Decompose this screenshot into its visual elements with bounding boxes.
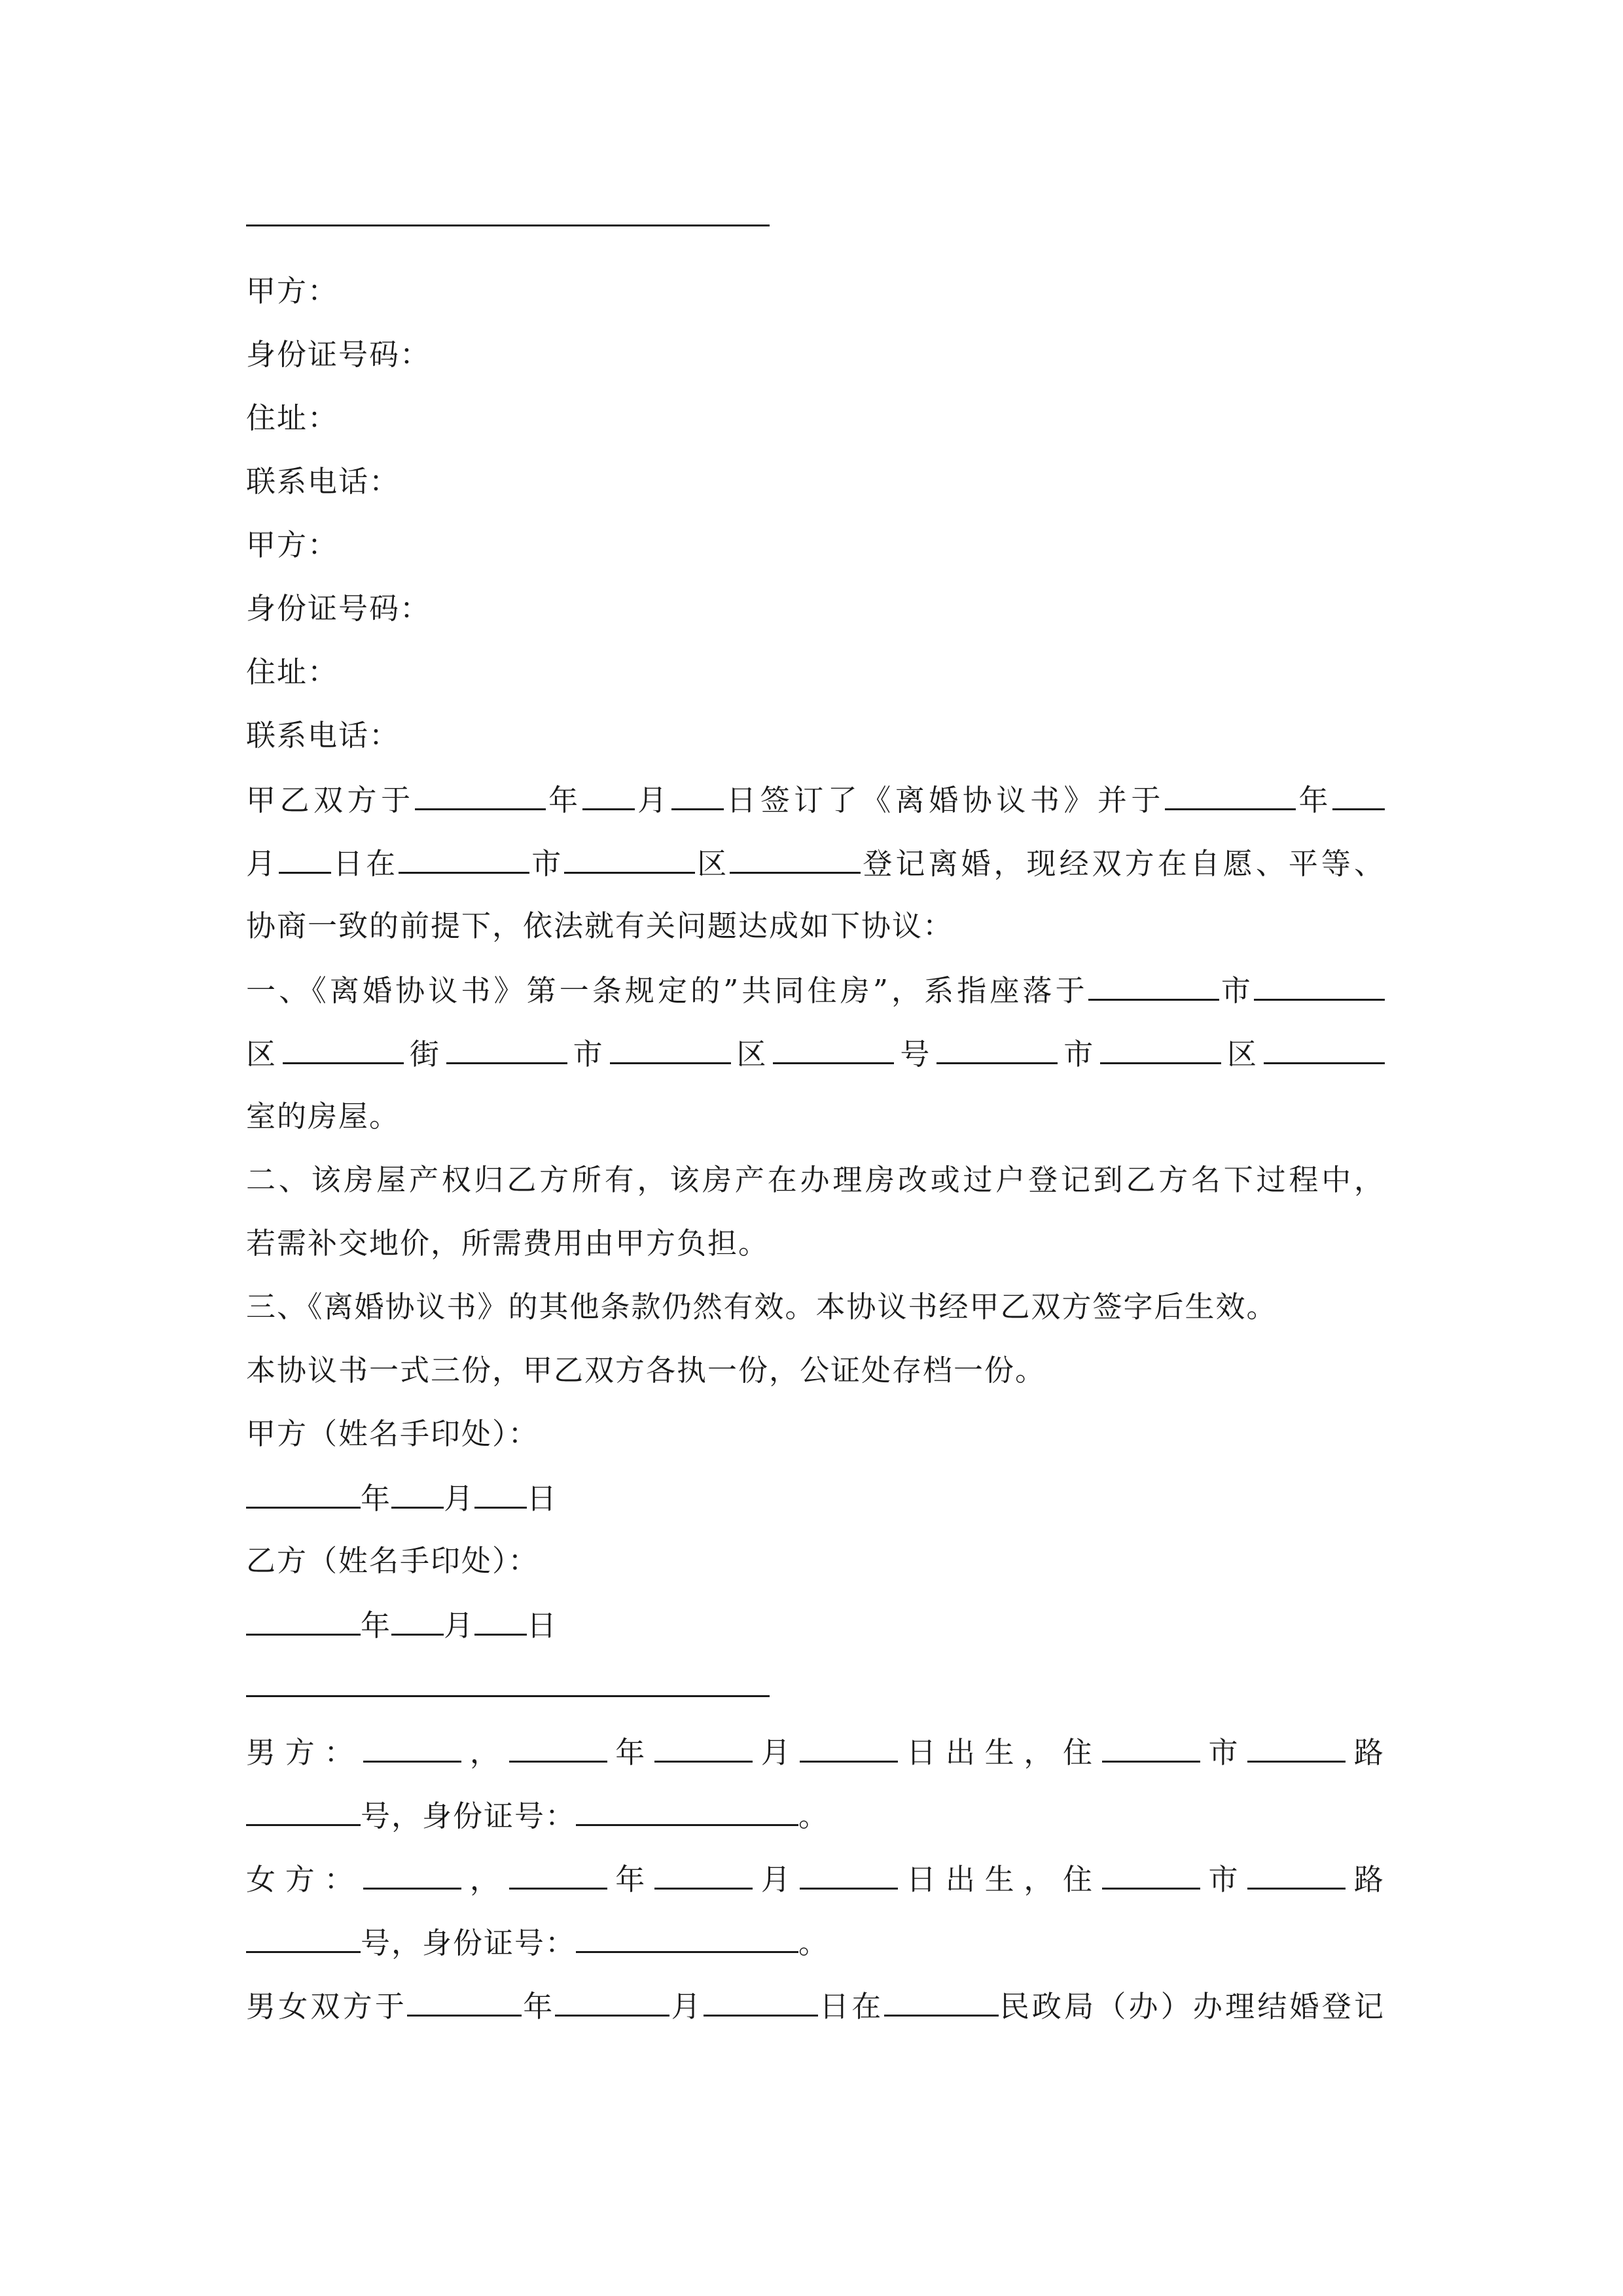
marriage-line: 男女双方于 年 月 日在 民政局（办）办理结婚登记 — [246, 1986, 1385, 2025]
blank-field[interactable] — [936, 1033, 1058, 1064]
blank-field[interactable] — [773, 1033, 894, 1064]
blank-field[interactable] — [1102, 1732, 1200, 1763]
blank-field[interactable] — [1254, 970, 1385, 1001]
blank-field[interactable] — [576, 1922, 798, 1953]
clause3: 三、《离婚协议书》的其他条款仍然有效。本协议书经甲乙双方签字后生效。 — [246, 1289, 1277, 1324]
blank-field[interactable] — [446, 1033, 567, 1064]
blank-field[interactable] — [564, 843, 695, 874]
blank-field[interactable] — [800, 1732, 898, 1763]
clause1-line-3: 室的房屋。 — [246, 1099, 401, 1134]
blank-field[interactable] — [610, 1033, 731, 1064]
blank-field[interactable] — [1165, 780, 1296, 810]
blank-field[interactable] — [1100, 1033, 1221, 1064]
clause1-line-1: 一、《离婚协议书》第一条规定的”共同住房”，系指座落于 市 — [246, 970, 1385, 1009]
blank-field[interactable] — [474, 1605, 527, 1636]
blank-field[interactable] — [246, 1922, 361, 1953]
blank-field[interactable] — [730, 843, 861, 874]
blank-field[interactable] — [1102, 1859, 1200, 1890]
blank-field[interactable] — [884, 1986, 999, 2017]
sign-a-label: 甲方（姓名手印处）： — [246, 1416, 539, 1451]
party-a-label: 甲方： — [246, 274, 339, 308]
phone-label-2: 联系电话： — [246, 718, 401, 753]
blank-field[interactable] — [279, 843, 331, 874]
blank-field[interactable] — [671, 780, 724, 810]
male-line-2: 号，身份证号： 。 — [246, 1795, 1385, 1835]
blank-field[interactable] — [654, 1859, 753, 1890]
phone-label: 联系电话： — [246, 464, 401, 499]
blank-field[interactable] — [509, 1859, 607, 1890]
clause2-line-2: 若需补交地价，所需费用由甲方负担。 — [246, 1226, 770, 1261]
blank-field[interactable] — [582, 780, 635, 810]
blank-field[interactable] — [246, 1478, 361, 1509]
blank-field[interactable] — [363, 1859, 461, 1890]
sign-b-label: 乙方（姓名手印处）： — [246, 1543, 539, 1578]
address-label: 住址： — [246, 401, 339, 435]
blank-field[interactable] — [407, 1986, 522, 2017]
blank-field[interactable] — [1332, 780, 1385, 810]
blank-field[interactable] — [509, 1732, 607, 1763]
address-label-2: 住址： — [246, 655, 339, 689]
blank-field[interactable] — [800, 1859, 898, 1890]
blank-field[interactable] — [576, 1795, 798, 1826]
intro-line-1: 甲乙双方于 年 月 日签订了《离婚协议书》并于 年 — [246, 780, 1385, 819]
blank-field[interactable] — [246, 1795, 361, 1826]
blank-field[interactable] — [474, 1478, 527, 1509]
blank-field[interactable] — [1264, 1033, 1385, 1064]
blank-field[interactable] — [391, 1478, 444, 1509]
separator-line-mid — [246, 1695, 770, 1697]
sign-b-date: 年 月 日 — [246, 1605, 1385, 1644]
blank-field[interactable] — [1088, 970, 1219, 1001]
blank-field[interactable] — [1247, 1859, 1346, 1890]
separator-line-top — [246, 224, 770, 226]
female-line-2: 号，身份证号： 。 — [246, 1922, 1385, 1962]
sign-a-date: 年 月 日 — [246, 1478, 1385, 1517]
blank-field[interactable] — [415, 780, 546, 810]
blank-field[interactable] — [391, 1605, 444, 1636]
copies-note: 本协议书一式三份，甲乙双方各执一份，公证处存档一份。 — [246, 1353, 1046, 1388]
blank-field[interactable] — [555, 1986, 669, 2017]
blank-field[interactable] — [363, 1732, 461, 1763]
blank-field[interactable] — [283, 1033, 404, 1064]
clause2-line-1: 二、该房屋产权归乙方所有，该房产在办理房改或过户登记到乙方名下过程中， — [246, 1162, 1385, 1197]
blank-field[interactable] — [399, 843, 529, 874]
intro-line-2: 月 日在 市 区 登记离婚，现经双方在自愿、平等、 — [246, 843, 1385, 882]
intro-line-3: 协商一致的前提下，依法就有关问题达成如下协议： — [246, 908, 954, 943]
blank-field[interactable] — [246, 1605, 361, 1636]
female-line-1: 女方： ， 年 月 日出生，住 市 路 — [246, 1859, 1385, 1898]
clause1-line-2: 区 街 市 区 号 市 区 — [246, 1033, 1385, 1073]
blank-field[interactable] — [654, 1732, 753, 1763]
blank-field[interactable] — [1247, 1732, 1346, 1763]
party-label-2: 甲方： — [246, 528, 339, 562]
id-label-2: 身份证号码： — [246, 591, 431, 626]
blank-field[interactable] — [704, 1986, 818, 2017]
male-line-1: 男方： ， 年 月 日出生，住 市 路 — [246, 1732, 1385, 1771]
id-label: 身份证号码： — [246, 337, 431, 372]
